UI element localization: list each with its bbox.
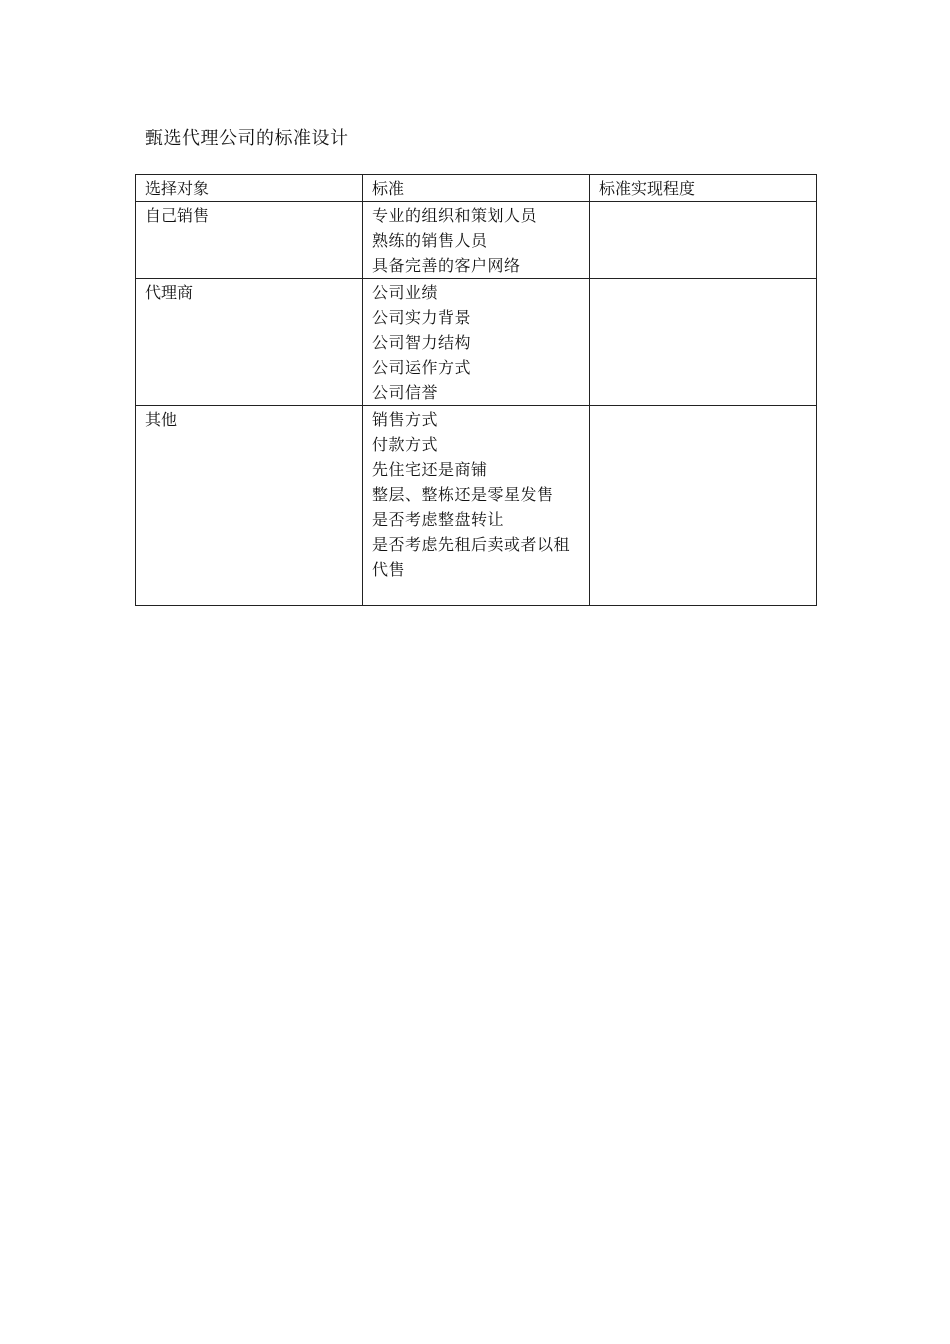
criteria-item: 代售 (372, 560, 406, 579)
criteria-item: 具备完善的客户网络 (372, 256, 521, 275)
criteria-item: 先住宅还是商铺 (372, 460, 488, 479)
cell-object: 代理商 (136, 279, 363, 406)
criteria-item: 销售方式 (372, 410, 439, 429)
criteria-item: 专业的组织和策划人员 (372, 206, 538, 225)
table-row (136, 279, 817, 406)
header-criteria: 标准 (363, 175, 590, 202)
cell-achievement (590, 202, 817, 279)
cell-criteria (363, 202, 590, 279)
cell-criteria (363, 406, 590, 606)
cell-achievement (590, 279, 817, 406)
criteria-item: 熟练的销售人员 (372, 231, 488, 250)
cell-object: 自己销售 (136, 202, 363, 279)
header-selection-object: 选择对象 (136, 175, 363, 202)
criteria-item: 公司智力结构 (372, 333, 472, 352)
table-row (136, 406, 817, 606)
criteria-item: 是否考虑整盘转让 (372, 510, 505, 529)
cell-achievement (590, 406, 817, 606)
criteria-item: 整层、整栋还是零星发售 (372, 485, 554, 504)
table-header-row (136, 175, 817, 202)
criteria-item: 公司实力背景 (372, 308, 472, 327)
cell-object: 其他 (136, 406, 363, 606)
header-achievement-level: 标准实现程度 (590, 175, 817, 202)
criteria-item: 公司信誉 (372, 383, 439, 402)
criteria-item: 公司业绩 (372, 283, 439, 302)
criteria-table (135, 174, 817, 606)
criteria-item: 是否考虑先租后卖或者以租 (372, 535, 571, 554)
cell-criteria (363, 279, 590, 406)
criteria-item: 付款方式 (372, 435, 439, 454)
document-title: 甄选代理公司的标准设计 (145, 128, 349, 149)
criteria-item: 公司运作方式 (372, 358, 472, 377)
table-row (136, 202, 817, 279)
